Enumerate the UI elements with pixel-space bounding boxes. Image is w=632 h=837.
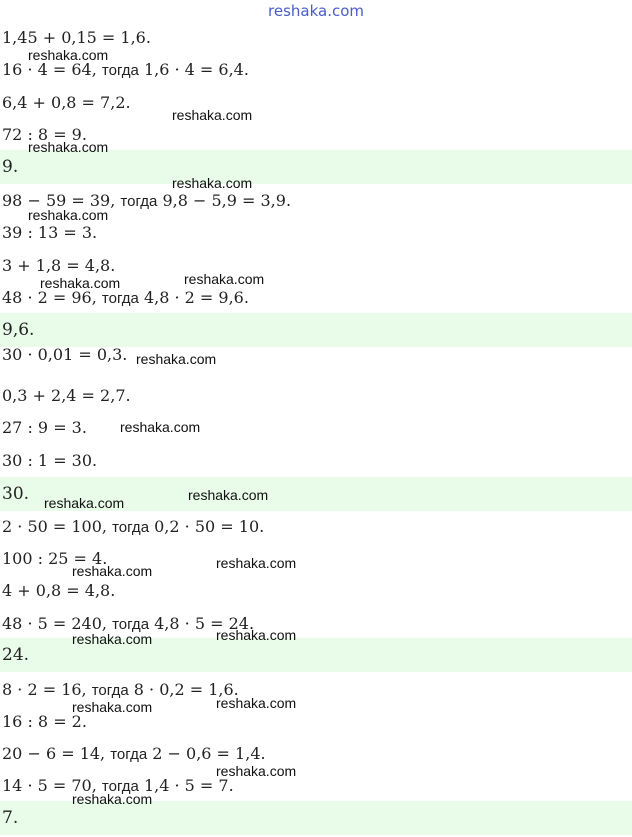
watermark: reshaka.com xyxy=(72,631,153,647)
watermark: reshaka.com xyxy=(172,107,253,123)
equation-line: 20 − 6 = 14, тогда 2 − 0,6 = 1,4. xyxy=(2,744,266,763)
watermark: reshaka.com xyxy=(172,175,253,191)
watermark: reshaka.com xyxy=(40,275,121,291)
equation-line: 2 · 50 = 100, тогда 0,2 · 50 = 10. xyxy=(2,517,265,536)
connector-word: тогда xyxy=(101,290,139,307)
equation-line: 30 : 1 = 30. xyxy=(2,451,98,470)
watermark: reshaka.com xyxy=(188,487,269,503)
watermark: reshaka.com xyxy=(44,495,125,511)
connector-word: тогда xyxy=(112,616,150,633)
block-result: 30. xyxy=(2,484,30,504)
connector-word: тогда xyxy=(101,778,139,795)
equation-line: 39 : 13 = 3. xyxy=(2,223,98,242)
watermark: reshaka.com xyxy=(136,351,217,367)
site-header[interactable]: reshaka.com xyxy=(268,2,364,20)
watermark: reshaka.com xyxy=(72,563,153,579)
watermark: reshaka.com xyxy=(120,419,201,435)
watermark: reshaka.com xyxy=(72,699,153,715)
equation-line: 98 − 59 = 39, тогда 9,8 − 5,9 = 3,9. xyxy=(2,191,292,210)
equation-line: 8 · 2 = 16, тогда 8 · 0,2 = 1,6. xyxy=(2,680,239,699)
watermark: reshaka.com xyxy=(216,555,297,571)
equation-line: 16 : 8 = 2. xyxy=(2,712,87,731)
equation-line: 0,3 + 2,4 = 2,7. xyxy=(2,386,131,405)
block-result: 7. xyxy=(2,808,19,828)
equation-line: 72 : 8 = 9. xyxy=(2,125,87,144)
watermark: reshaka.com xyxy=(184,271,265,287)
equation-line: 4 + 0,8 = 4,8. xyxy=(2,581,116,600)
watermark: reshaka.com xyxy=(216,763,297,779)
watermark: reshaka.com xyxy=(72,791,153,807)
watermark: reshaka.com xyxy=(216,627,297,643)
connector-word: тогда xyxy=(101,62,139,79)
block-result: 9. xyxy=(2,157,19,177)
watermark: reshaka.com xyxy=(216,695,297,711)
result-band xyxy=(0,313,632,347)
equation-line: 30 · 0,01 = 0,3. xyxy=(2,345,128,364)
equation-line: 48 · 2 = 96, тогда 4,8 · 2 = 9,6. xyxy=(2,288,249,307)
equation-line: 1,45 + 0,15 = 1,6. xyxy=(2,28,151,47)
equation-line: 48 · 5 = 240, тогда 4,8 · 5 = 24. xyxy=(2,614,255,633)
watermark: reshaka.com xyxy=(28,207,109,223)
connector-word: тогда xyxy=(120,193,158,210)
equation-line: 3 + 1,8 = 4,8. xyxy=(2,256,116,275)
watermark: reshaka.com xyxy=(28,139,109,155)
watermark: reshaka.com xyxy=(28,47,109,63)
connector-word: тогда xyxy=(110,746,148,763)
result-band xyxy=(0,150,632,184)
block-result: 24. xyxy=(2,645,30,665)
equation-line: 16 · 4 = 64, тогда 1,6 · 4 = 6,4. xyxy=(2,60,249,79)
connector-word: тогда xyxy=(91,682,129,699)
connector-word: тогда xyxy=(112,519,150,536)
equation-line: 100 : 25 = 4. xyxy=(2,549,108,568)
equation-line: 14 · 5 = 70, тогда 1,4 · 5 = 7. xyxy=(2,776,234,795)
equation-line: 6,4 + 0,8 = 7,2. xyxy=(2,93,131,112)
block-result: 9,6. xyxy=(2,320,35,340)
equation-line: 27 : 9 = 3. xyxy=(2,418,87,437)
